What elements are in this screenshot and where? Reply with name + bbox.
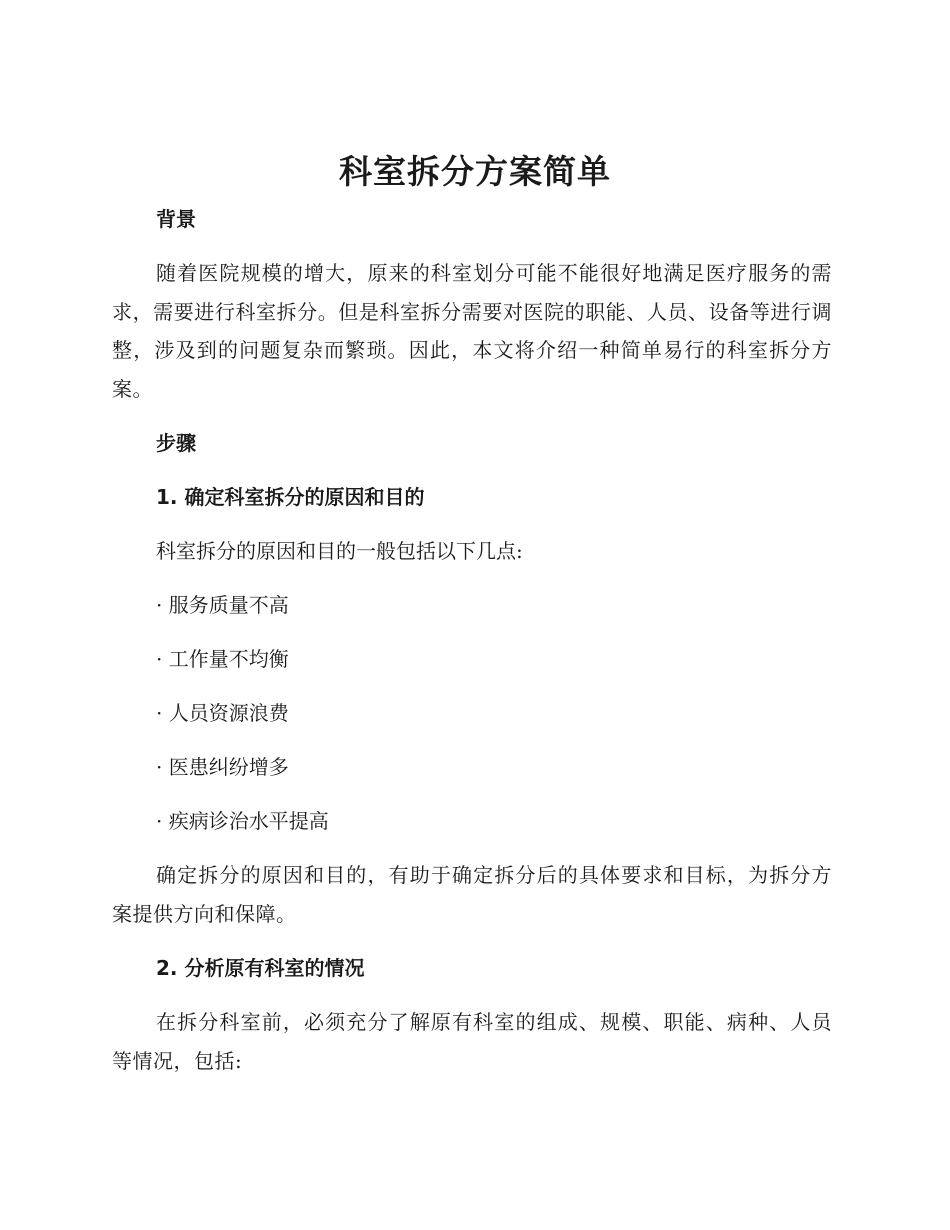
- step1-heading: 1. 确定科室拆分的原因和目的: [156, 485, 425, 509]
- list-item: · 医患纠纷增多: [156, 755, 289, 779]
- document-body: [112, 200, 832, 1080]
- document-title: 科室拆分方案简单: [339, 152, 611, 191]
- list-item: · 疾病诊治水平提高: [156, 809, 329, 833]
- list-item: · 人员资源浪费: [156, 701, 289, 725]
- section-heading-steps: 步骤: [156, 431, 196, 455]
- list-item: · 服务质量不高: [156, 593, 289, 617]
- step2-heading: 2. 分析原有科室的情况: [156, 956, 365, 980]
- step2-intro: 在拆分科室前，必须充分了解原有科室的组成、规模、职能、病种、人员等情况，包括:: [112, 1010, 832, 1073]
- background-paragraph: 随着医院规模的增大，原来的科室划分可能不能很好地满足医疗服务的需求，需要进行科室拆分。但是科室拆分需要对医院的职能、人员、设备等进行调整，涉及到的问题复杂而繁琐。因此，本文将介绍一种简单易行的科室拆分方案。: [112, 261, 832, 401]
- list-item: · 工作量不均衡: [156, 647, 289, 671]
- section-heading-background: 背景: [156, 207, 196, 231]
- step1-intro: 科室拆分的原因和目的一般包括以下几点:: [156, 539, 523, 563]
- step1-conclusion: 确定拆分的原因和目的，有助于确定拆分后的具体要求和目标，为拆分方案提供方向和保障。: [112, 863, 832, 926]
